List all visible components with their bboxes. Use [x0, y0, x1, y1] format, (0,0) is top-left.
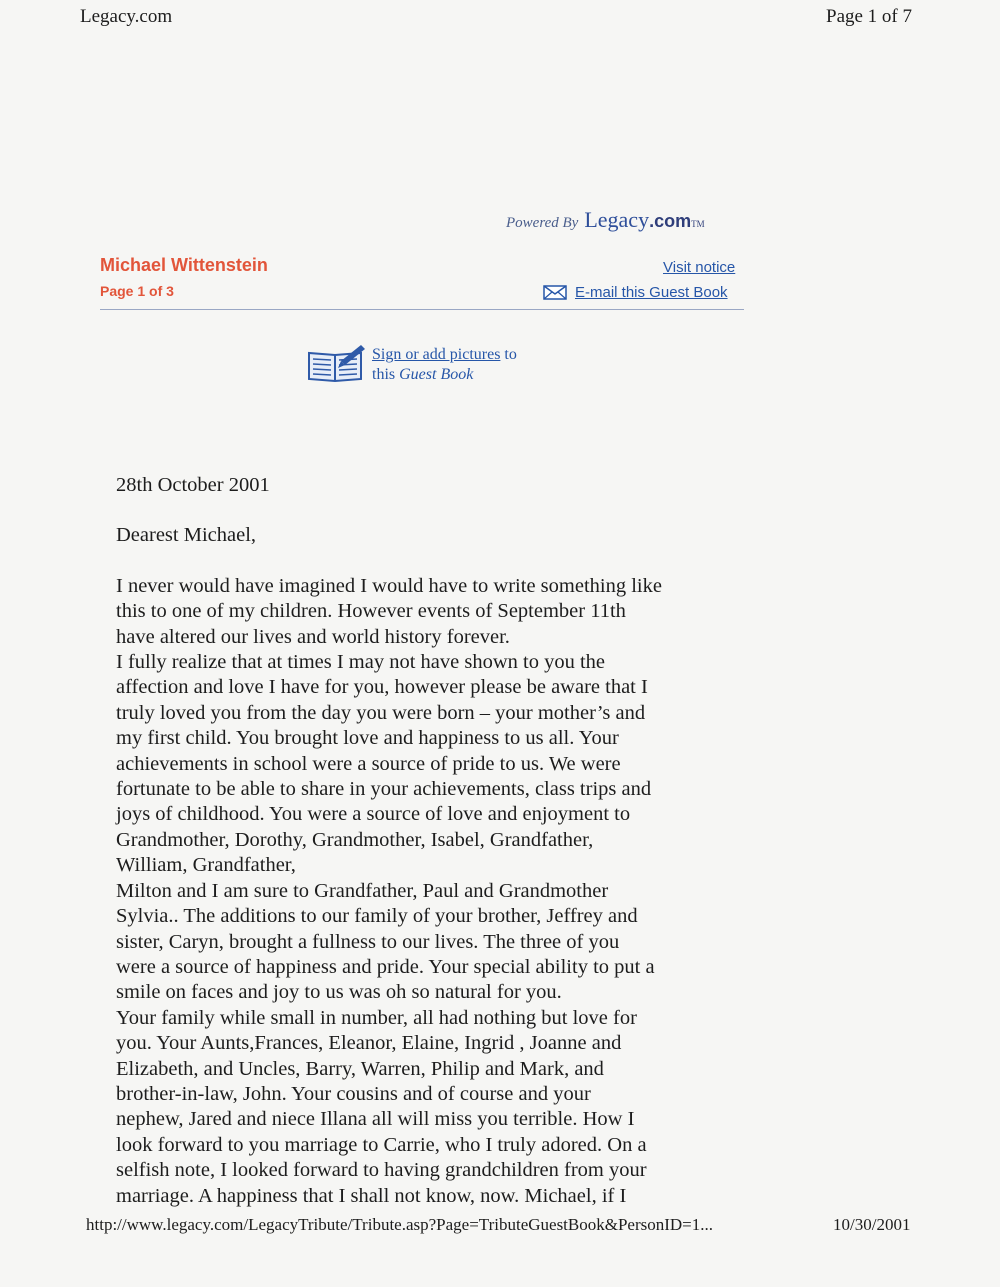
letter-line: fortunate to be able to share in your achievements, class trips and — [116, 778, 652, 801]
email-guestbook-link[interactable] — [543, 284, 728, 301]
powered-by-legacy-logo — [506, 207, 705, 233]
letter-line: Grandmother, Dorothy, Grandmother, Isabel, Grandfather, — [116, 828, 594, 851]
sign-to-text: to — [500, 346, 517, 363]
visit-notice-link[interactable]: Visit notice — [663, 259, 736, 276]
letter-line: William, Grandfather, — [116, 854, 296, 877]
letter-body — [116, 473, 756, 1209]
print-footer-url: http://www.legacy.com/LegacyTribute/Tribute.asp?Page=TributeGuestBook&PersonID=1... — [86, 1215, 714, 1234]
letter-line: Your family while small in number, all had nothing but love for — [116, 1006, 637, 1029]
guestbook-page-indicator: Page 1 of 3 — [100, 283, 174, 299]
letter-line: I fully realize that at times I may not have shown to you the — [116, 651, 606, 674]
letter-line: smile on faces and joy to us was oh so natural for you. — [116, 981, 562, 1004]
letter-line: truly loved you from the day you were born – your mother’s and — [116, 701, 646, 724]
print-header-site: Legacy.com — [80, 6, 173, 27]
letter-line: my first child. You brought love and happiness to us all. Your — [116, 727, 619, 750]
letter-line: sister, Caryn, brought a fullness to our lives. The three of you — [116, 930, 620, 953]
logo-legacy-text: Legacy — [584, 207, 650, 232]
letter-line: look forward to you marriage to Carrie, who I truly adored. On a — [116, 1133, 647, 1156]
letter-line: joys of childhood. You were a source of love and enjoyment to — [116, 803, 631, 826]
sign-guestbook-cta — [372, 345, 517, 385]
letter-line: Milton and I am sure to Grandfather, Paul and Grandmother — [116, 879, 609, 902]
email-guestbook-label[interactable]: E-mail this Guest Book — [575, 284, 728, 301]
powered-by-label: Powered By — [506, 215, 579, 231]
envelope-icon — [543, 285, 567, 300]
header-divider — [100, 309, 744, 310]
letter-line: marriage. A happiness that I shall not know, now. Michael, if I — [116, 1184, 627, 1207]
letter-line: I never would have imagined I would have to write something like — [116, 574, 662, 597]
guest-book-label: Guest Book — [399, 366, 474, 383]
logo-com-text: .com — [649, 211, 692, 231]
letter-line: this to one of my children. However events of September 11th — [116, 600, 626, 623]
letter-line: you. Your Aunts,Frances, Eleanor, Elaine, Ingrid , Joanne and — [116, 1032, 622, 1055]
letter-line: brother-in-law, John. Your cousins and of course and your — [116, 1082, 591, 1105]
print-header-page-number: Page 1 of 7 — [826, 6, 913, 27]
letter-line: Sylvia.. The additions to our family of your brother, Jeffrey and — [116, 905, 638, 928]
letter-line: selfish note, I looked forward to having grandchildren from your — [116, 1159, 647, 1182]
letter-line: affection and love I have for you, however please be aware that I — [116, 676, 648, 699]
sign-or-add-pictures-link[interactable]: Sign or add pictures — [372, 346, 501, 363]
guestbook-person-name: Michael Wittenstein — [100, 255, 268, 275]
letter-line: nephew, Jared and niece Illana all will miss you terrible. How I — [116, 1108, 635, 1131]
guest-book-pen-icon[interactable] — [305, 343, 367, 383]
letter-line: were a source of happiness and pride. Your special ability to put a — [116, 955, 655, 978]
logo-trademark: TM — [691, 219, 705, 229]
letter-line: Elizabeth, and Uncles, Barry, Warren, Philip and Mark, and — [116, 1057, 604, 1080]
letter-line: have altered our lives and world history forever. — [116, 625, 510, 648]
print-footer-date: 10/30/2001 — [833, 1215, 911, 1234]
sign-this-text: this — [372, 366, 400, 383]
letter-line: achievements in school were a source of pride to us. We were — [116, 752, 621, 775]
letter-date: 28th October 2001 — [116, 474, 270, 496]
letter-greeting: Dearest Michael, — [116, 524, 257, 547]
